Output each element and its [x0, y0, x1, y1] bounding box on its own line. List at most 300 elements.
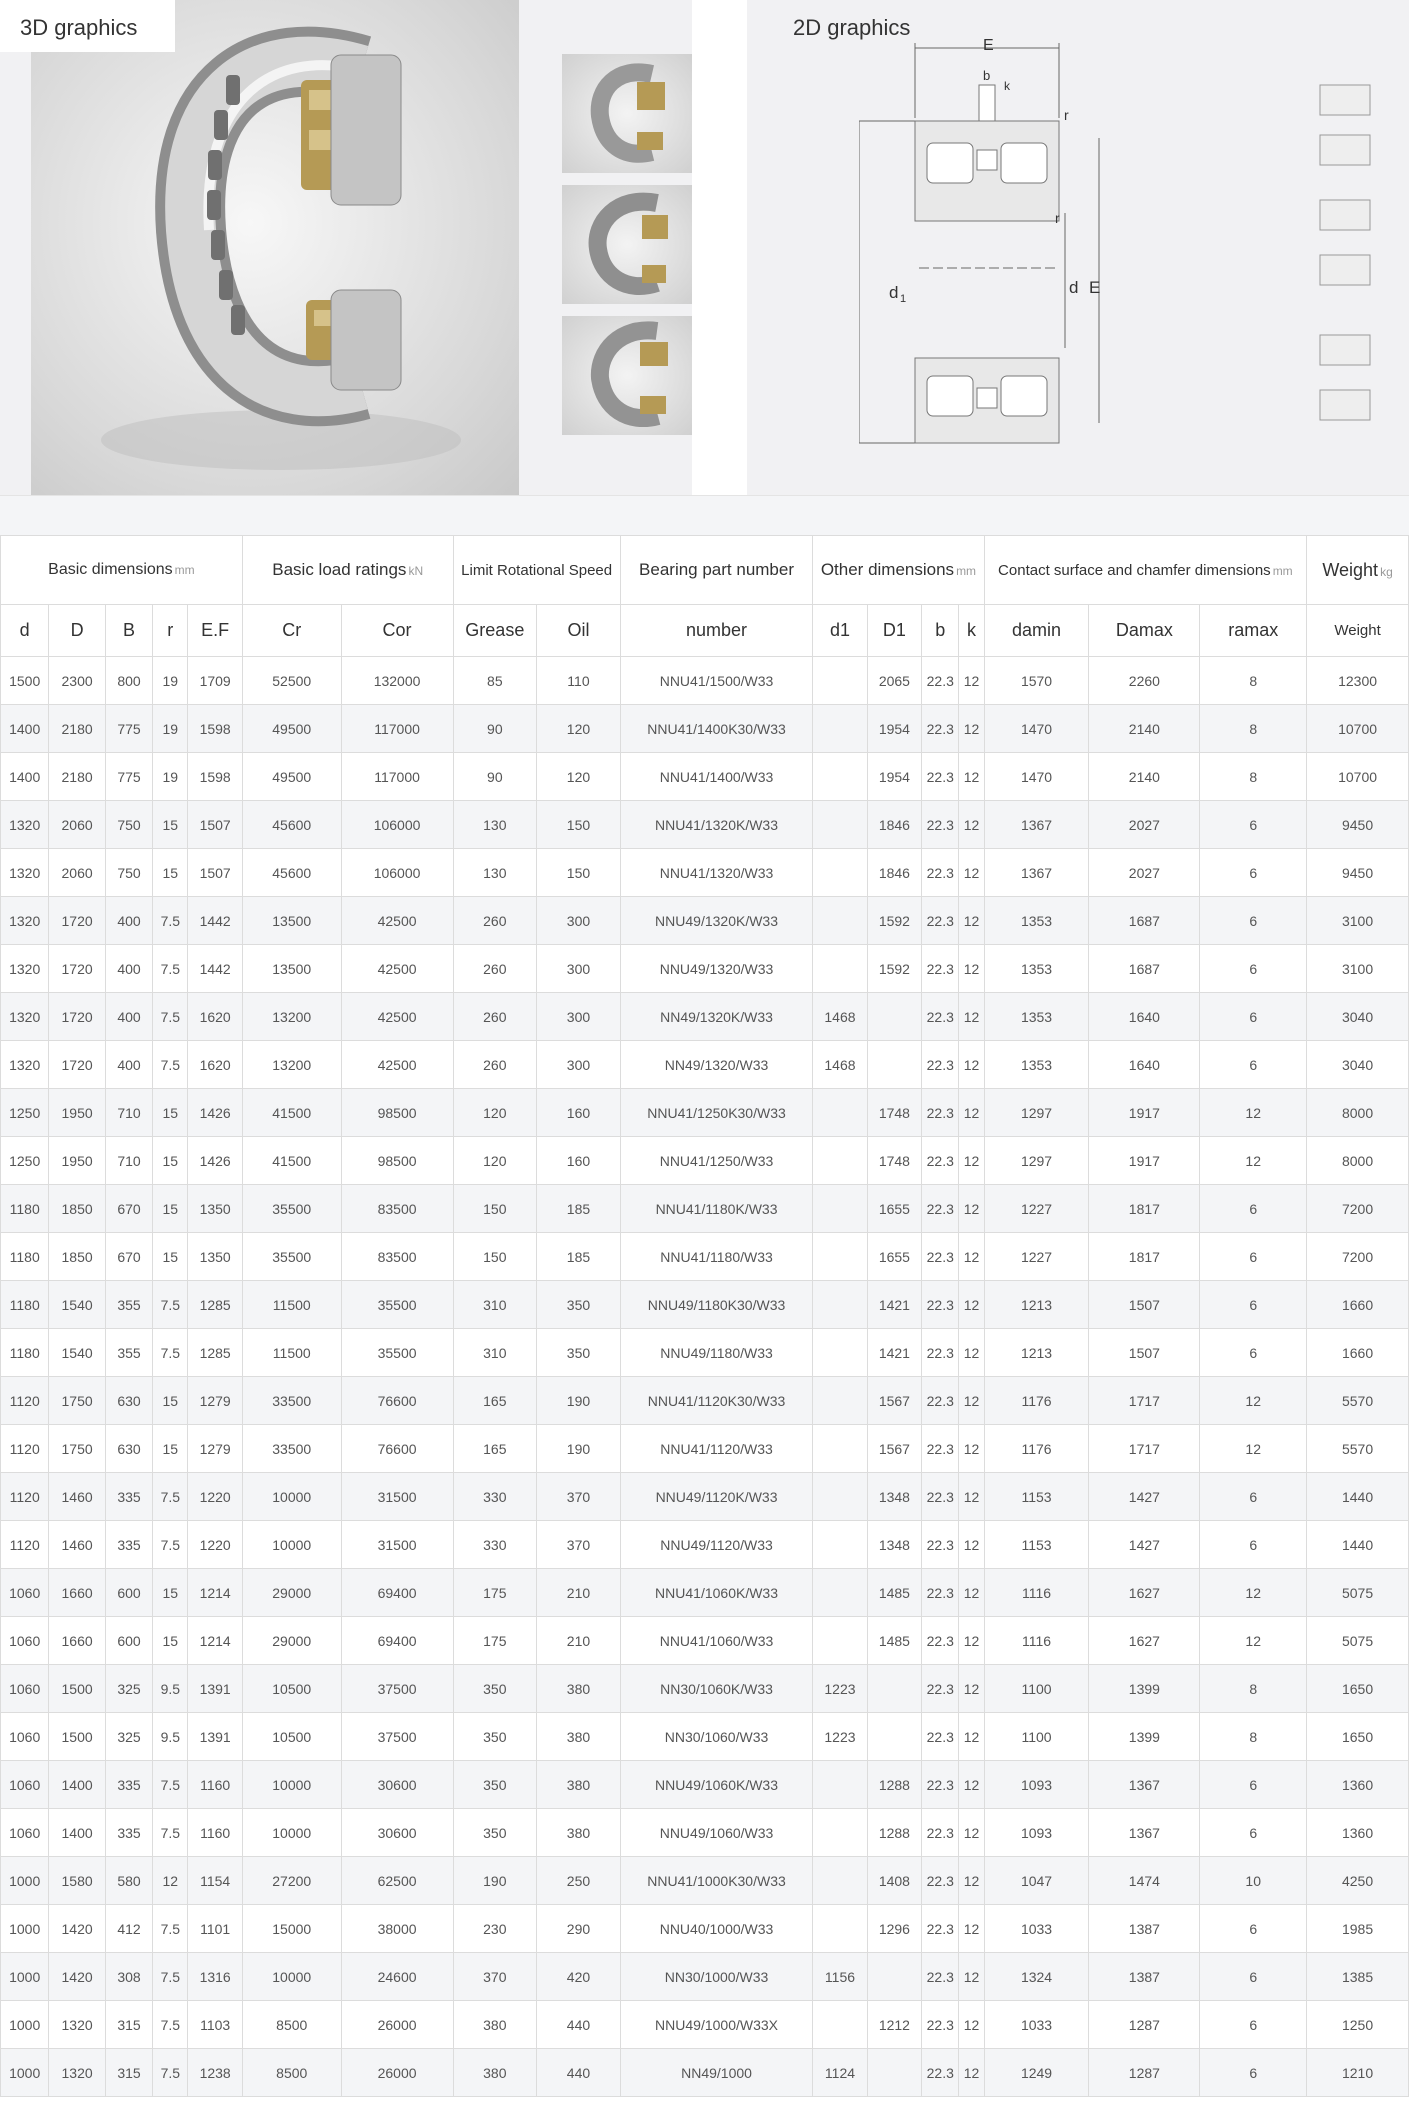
table-group-header-row — [1, 536, 1409, 605]
cell-d1 — [813, 849, 867, 897]
cell-ramax: 6 — [1200, 1281, 1307, 1329]
label-d: d — [1069, 278, 1079, 297]
cell-b: 580 — [105, 1857, 152, 1905]
cell-grease: 120 — [453, 1089, 537, 1137]
cell-grease: 165 — [453, 1377, 537, 1425]
cell-cor: 35500 — [341, 1281, 453, 1329]
table-row — [1, 1137, 1409, 1185]
cell-number: NNU41/1000K30/W33 — [620, 1857, 812, 1905]
cell-d: 1120 — [1, 1377, 49, 1425]
cell-grease: 380 — [453, 2049, 537, 2097]
cell-d: 1180 — [1, 1185, 49, 1233]
cell-b: 22.3 — [922, 753, 959, 801]
cell-d: 1400 — [49, 1809, 105, 1857]
cell-b: 710 — [105, 1137, 152, 1185]
cell-r: 7.5 — [153, 2049, 188, 2097]
cell-r: 7.5 — [153, 1905, 188, 1953]
cell-b: 630 — [105, 1377, 152, 1425]
cell-d1: 1296 — [867, 1905, 921, 1953]
cell-d: 1180 — [1, 1281, 49, 1329]
cell-e-f: 1316 — [188, 1953, 242, 2001]
cell-r: 15 — [153, 801, 188, 849]
cell-k: 12 — [959, 1713, 984, 1761]
cell-r: 7.5 — [153, 897, 188, 945]
cell-b: 400 — [105, 1041, 152, 1089]
cell-r: 7.5 — [153, 945, 188, 993]
cell-oil: 350 — [537, 1329, 621, 1377]
cell-d1 — [867, 993, 921, 1041]
column-header-e-f: E.F — [188, 605, 242, 657]
table-row — [1, 2049, 1409, 2097]
table-row — [1, 1713, 1409, 1761]
table-row — [1, 1377, 1409, 1425]
cell-b: 750 — [105, 849, 152, 897]
cell-oil: 380 — [537, 1761, 621, 1809]
cell-r: 7.5 — [153, 1473, 188, 1521]
cell-d1: 1485 — [867, 1569, 921, 1617]
cell-damax: 1287 — [1089, 2001, 1200, 2049]
label-b: b — [983, 68, 991, 83]
cell-d1: 2065 — [867, 657, 921, 705]
cell-cr: 10500 — [242, 1713, 341, 1761]
cell-damin: 1047 — [984, 1857, 1089, 1905]
cell-d: 1120 — [1, 1425, 49, 1473]
cell-e-f: 1507 — [188, 801, 242, 849]
cell-oil: 440 — [537, 2049, 621, 2097]
cell-d: 1060 — [1, 1713, 49, 1761]
cell-cr: 35500 — [242, 1185, 341, 1233]
cell-d: 2300 — [49, 657, 105, 705]
bearing-3d-thumbnail-3[interactable] — [562, 316, 692, 435]
cell-k: 12 — [959, 1905, 984, 1953]
cell-k: 12 — [959, 2001, 984, 2049]
cell-cr: 35500 — [242, 1233, 341, 1281]
cell-number: NNU41/1060K/W33 — [620, 1569, 812, 1617]
cell-oil: 380 — [537, 1665, 621, 1713]
cell-ramax: 6 — [1200, 897, 1307, 945]
group-contact-surface: Contact surface and chamfer dimensions mm — [984, 536, 1307, 605]
cell-k: 12 — [959, 1041, 984, 1089]
cell-ramax: 6 — [1200, 945, 1307, 993]
cell-d1 — [867, 2049, 921, 2097]
cell-ramax: 8 — [1200, 657, 1307, 705]
cell-cr: 49500 — [242, 705, 341, 753]
cell-grease: 350 — [453, 1761, 537, 1809]
cell-grease: 150 — [453, 1233, 537, 1281]
cell-k: 12 — [959, 753, 984, 801]
cell-weight: 10700 — [1307, 753, 1409, 801]
cell-b: 400 — [105, 945, 152, 993]
cell-damin: 1470 — [984, 753, 1089, 801]
cell-damax: 1817 — [1089, 1233, 1200, 1281]
cell-damax: 1627 — [1089, 1569, 1200, 1617]
drawing-thumbnail-2[interactable] — [1300, 180, 1388, 300]
cell-b: 22.3 — [922, 1665, 959, 1713]
cell-b: 355 — [105, 1329, 152, 1377]
bearing-3d-thumbnail-2[interactable] — [562, 185, 692, 304]
cell-damin: 1470 — [984, 705, 1089, 753]
cell-b: 22.3 — [922, 1473, 959, 1521]
cell-grease: 190 — [453, 1857, 537, 1905]
cell-e-f: 1350 — [188, 1233, 242, 1281]
table-row — [1, 849, 1409, 897]
cell-damin: 1249 — [984, 2049, 1089, 2097]
cell-d: 1320 — [49, 2001, 105, 2049]
cell-r: 15 — [153, 1233, 188, 1281]
cell-cor: 98500 — [341, 1137, 453, 1185]
cell-ramax: 8 — [1200, 753, 1307, 801]
cell-damax: 1427 — [1089, 1521, 1200, 1569]
cell-weight: 1650 — [1307, 1713, 1409, 1761]
cell-oil: 190 — [537, 1425, 621, 1473]
cell-d: 1180 — [1, 1329, 49, 1377]
cell-damax: 2027 — [1089, 801, 1200, 849]
table-row — [1, 1233, 1409, 1281]
cell-ramax: 12 — [1200, 1569, 1307, 1617]
cell-e-f: 1620 — [188, 1041, 242, 1089]
cell-cor: 30600 — [341, 1761, 453, 1809]
cell-number: NNU41/1180K/W33 — [620, 1185, 812, 1233]
cell-d1: 1567 — [867, 1425, 921, 1473]
cell-r: 7.5 — [153, 1761, 188, 1809]
cell-b: 400 — [105, 897, 152, 945]
cell-r: 9.5 — [153, 1713, 188, 1761]
cell-damax: 1717 — [1089, 1377, 1200, 1425]
cell-ramax: 12 — [1200, 1377, 1307, 1425]
cell-weight: 5570 — [1307, 1425, 1409, 1473]
graphics-3d-title: 3D graphics — [0, 0, 175, 52]
cell-ramax: 6 — [1200, 1905, 1307, 1953]
cell-d: 1180 — [1, 1233, 49, 1281]
cell-b: 22.3 — [922, 1521, 959, 1569]
cell-d1: 1288 — [867, 1809, 921, 1857]
cell-weight: 1660 — [1307, 1329, 1409, 1377]
cell-number: NNU49/1180/W33 — [620, 1329, 812, 1377]
table-row — [1, 1281, 1409, 1329]
cell-d1 — [867, 1041, 921, 1089]
cell-ramax: 12 — [1200, 1617, 1307, 1665]
cell-d1 — [867, 1665, 921, 1713]
cell-number: NNU40/1000/W33 — [620, 1905, 812, 1953]
cell-number: NNU49/1000/W33X — [620, 2001, 812, 2049]
cell-e-f: 1220 — [188, 1521, 242, 1569]
cell-cor: 35500 — [341, 1329, 453, 1377]
column-header-d1: D1 — [867, 605, 921, 657]
cell-damax: 1917 — [1089, 1089, 1200, 1137]
cell-b: 22.3 — [922, 1329, 959, 1377]
cell-d1 — [813, 753, 867, 801]
cell-cor: 26000 — [341, 2049, 453, 2097]
cell-b: 22.3 — [922, 705, 959, 753]
cell-d1: 1212 — [867, 2001, 921, 2049]
cell-d1 — [813, 1521, 867, 1569]
cell-cor: 30600 — [341, 1809, 453, 1857]
cell-grease: 370 — [453, 1953, 537, 2001]
cell-number: NNU41/1500/W33 — [620, 657, 812, 705]
cell-d: 1060 — [1, 1665, 49, 1713]
cell-cr: 13500 — [242, 897, 341, 945]
cell-cor: 31500 — [341, 1521, 453, 1569]
cell-e-f: 1238 — [188, 2049, 242, 2097]
cell-d1: 1156 — [813, 1953, 867, 2001]
cell-b: 600 — [105, 1569, 152, 1617]
cell-e-f: 1154 — [188, 1857, 242, 1905]
table-row — [1, 1617, 1409, 1665]
cell-r: 15 — [153, 1617, 188, 1665]
cell-r: 7.5 — [153, 1329, 188, 1377]
cell-d1 — [813, 1761, 867, 1809]
cell-cr: 27200 — [242, 1857, 341, 1905]
cell-cor: 83500 — [341, 1233, 453, 1281]
cell-ramax: 8 — [1200, 1713, 1307, 1761]
cell-d1: 1288 — [867, 1761, 921, 1809]
table-row — [1, 1761, 1409, 1809]
cell-b: 22.3 — [922, 1617, 959, 1665]
cell-b: 22.3 — [922, 1857, 959, 1905]
cell-weight: 10700 — [1307, 705, 1409, 753]
cell-damin: 1176 — [984, 1425, 1089, 1473]
column-header-cr: Cr — [242, 605, 341, 657]
cell-grease: 310 — [453, 1281, 537, 1329]
column-header-d: d — [1, 605, 49, 657]
cell-cr: 8500 — [242, 2049, 341, 2097]
table-row — [1, 1185, 1409, 1233]
cell-cor: 76600 — [341, 1425, 453, 1473]
cell-grease: 330 — [453, 1521, 537, 1569]
cell-number: NN30/1000/W33 — [620, 1953, 812, 2001]
cell-cor: 117000 — [341, 705, 453, 753]
cell-cor: 24600 — [341, 1953, 453, 2001]
cell-cor: 37500 — [341, 1713, 453, 1761]
cell-d: 1460 — [49, 1521, 105, 1569]
label-E: E — [983, 38, 994, 54]
graphics-section — [0, 0, 1409, 495]
cell-r: 15 — [153, 849, 188, 897]
cell-weight: 3040 — [1307, 993, 1409, 1041]
cell-d1: 1408 — [867, 1857, 921, 1905]
cell-d: 1420 — [49, 1905, 105, 1953]
cell-oil: 110 — [537, 657, 621, 705]
cell-d: 2060 — [49, 801, 105, 849]
cell-d1: 1954 — [867, 705, 921, 753]
cell-d: 1660 — [49, 1617, 105, 1665]
cell-r: 7.5 — [153, 2001, 188, 2049]
cell-e-f: 1160 — [188, 1761, 242, 1809]
cell-b: 22.3 — [922, 945, 959, 993]
cell-weight: 7200 — [1307, 1233, 1409, 1281]
cell-k: 12 — [959, 1377, 984, 1425]
column-header-r: r — [153, 605, 188, 657]
cell-d1: 1348 — [867, 1473, 921, 1521]
cell-d1 — [813, 1809, 867, 1857]
bearing-2d-technical-drawing[interactable] — [859, 38, 1179, 468]
cell-number: NNU49/1180K30/W33 — [620, 1281, 812, 1329]
cell-d1 — [813, 1425, 867, 1473]
cell-b: 22.3 — [922, 897, 959, 945]
cell-b: 22.3 — [922, 1089, 959, 1137]
cell-d: 2060 — [49, 849, 105, 897]
cell-d: 1320 — [1, 993, 49, 1041]
cell-d1: 1223 — [813, 1665, 867, 1713]
cell-damax: 1399 — [1089, 1665, 1200, 1713]
cell-k: 12 — [959, 1761, 984, 1809]
cell-number: NNU41/1120/W33 — [620, 1425, 812, 1473]
cell-number: NN30/1060K/W33 — [620, 1665, 812, 1713]
column-header-oil: Oil — [537, 605, 621, 657]
cell-cr: 33500 — [242, 1377, 341, 1425]
cell-d: 1540 — [49, 1281, 105, 1329]
cell-d1: 1954 — [867, 753, 921, 801]
cell-oil: 300 — [537, 897, 621, 945]
cell-weight: 4250 — [1307, 1857, 1409, 1905]
cell-grease: 130 — [453, 801, 537, 849]
cell-b: 22.3 — [922, 801, 959, 849]
cell-damax: 1627 — [1089, 1617, 1200, 1665]
cell-b: 22.3 — [922, 1809, 959, 1857]
column-header-k: k — [959, 605, 984, 657]
cell-d: 1500 — [1, 657, 49, 705]
cell-b: 315 — [105, 2049, 152, 2097]
cell-grease: 230 — [453, 1905, 537, 1953]
cell-weight: 1440 — [1307, 1521, 1409, 1569]
bearing-3d-thumbnail-1[interactable] — [562, 54, 692, 173]
cell-grease: 90 — [453, 753, 537, 801]
cell-damin: 1324 — [984, 1953, 1089, 2001]
cell-r: 19 — [153, 657, 188, 705]
cell-d: 1320 — [1, 945, 49, 993]
table-row — [1, 1521, 1409, 1569]
cell-k: 12 — [959, 1569, 984, 1617]
cell-cr: 10000 — [242, 1473, 341, 1521]
cell-oil: 370 — [537, 1521, 621, 1569]
cell-damax: 1687 — [1089, 945, 1200, 993]
cell-ramax: 6 — [1200, 849, 1307, 897]
cell-weight: 3040 — [1307, 1041, 1409, 1089]
cell-d: 1950 — [49, 1137, 105, 1185]
label-r-inner: r — [1055, 210, 1060, 226]
cell-b: 22.3 — [922, 1905, 959, 1953]
bearing-3d-main-image[interactable] — [31, 0, 519, 495]
cell-damin: 1353 — [984, 897, 1089, 945]
cell-grease: 85 — [453, 657, 537, 705]
cell-weight: 1360 — [1307, 1761, 1409, 1809]
cell-b: 412 — [105, 1905, 152, 1953]
group-weight: Weight kg — [1307, 536, 1409, 605]
cell-ramax: 12 — [1200, 1425, 1307, 1473]
cell-cor: 42500 — [341, 993, 453, 1041]
cell-ramax: 6 — [1200, 1809, 1307, 1857]
cell-oil: 380 — [537, 1809, 621, 1857]
cell-cr: 13200 — [242, 993, 341, 1041]
cell-b: 22.3 — [922, 1761, 959, 1809]
drawing-thumbnail-3[interactable] — [1300, 315, 1388, 435]
cell-oil: 210 — [537, 1569, 621, 1617]
cell-d: 1120 — [1, 1473, 49, 1521]
cell-d1: 1846 — [867, 801, 921, 849]
cell-damax: 1387 — [1089, 1905, 1200, 1953]
table-row — [1, 801, 1409, 849]
cell-d1: 1421 — [867, 1329, 921, 1377]
cell-d: 2180 — [49, 753, 105, 801]
cell-b: 22.3 — [922, 2001, 959, 2049]
cell-damax: 1640 — [1089, 993, 1200, 1041]
cell-weight: 9450 — [1307, 849, 1409, 897]
cell-oil: 185 — [537, 1233, 621, 1281]
cell-oil: 300 — [537, 993, 621, 1041]
cell-number: NN49/1320/W33 — [620, 1041, 812, 1089]
cell-damin: 1100 — [984, 1665, 1089, 1713]
cell-oil: 370 — [537, 1473, 621, 1521]
drawing-thumbnail-1[interactable] — [1300, 55, 1388, 175]
cell-d1 — [867, 1713, 921, 1761]
cell-k: 12 — [959, 705, 984, 753]
cell-r: 19 — [153, 753, 188, 801]
cell-b: 670 — [105, 1185, 152, 1233]
cell-number: NNU41/1320K/W33 — [620, 801, 812, 849]
cell-r: 7.5 — [153, 1809, 188, 1857]
column-header-grease: Grease — [453, 605, 537, 657]
cell-cr: 10500 — [242, 1665, 341, 1713]
cell-d: 1320 — [49, 2049, 105, 2097]
cell-b: 775 — [105, 753, 152, 801]
label-d1-subscript: 1 — [900, 293, 907, 305]
cell-ramax: 6 — [1200, 993, 1307, 1041]
cell-weight: 1660 — [1307, 1281, 1409, 1329]
cell-d1: 1124 — [813, 2049, 867, 2097]
cell-ramax: 6 — [1200, 1041, 1307, 1089]
cell-damin: 1367 — [984, 801, 1089, 849]
cell-grease: 310 — [453, 1329, 537, 1377]
group-other-dimensions: Other dimensions mm — [813, 536, 984, 605]
cell-weight: 5075 — [1307, 1617, 1409, 1665]
cell-cr: 41500 — [242, 1137, 341, 1185]
cell-grease: 350 — [453, 1713, 537, 1761]
cell-grease: 130 — [453, 849, 537, 897]
cell-k: 12 — [959, 1233, 984, 1281]
cell-b: 710 — [105, 1089, 152, 1137]
cell-damax: 2260 — [1089, 657, 1200, 705]
cell-d: 1850 — [49, 1185, 105, 1233]
cell-k: 12 — [959, 1137, 984, 1185]
label-E-right: E — [1089, 278, 1101, 297]
cell-k: 12 — [959, 1665, 984, 1713]
cell-e-f: 1103 — [188, 2001, 242, 2049]
cell-oil: 290 — [537, 1905, 621, 1953]
cell-number: NNU41/1400/W33 — [620, 753, 812, 801]
cell-d1 — [867, 1953, 921, 2001]
column-header-b: B — [105, 605, 152, 657]
cell-oil: 185 — [537, 1185, 621, 1233]
cell-oil: 150 — [537, 801, 621, 849]
cell-cr: 45600 — [242, 801, 341, 849]
cell-ramax: 6 — [1200, 1521, 1307, 1569]
cell-damax: 1474 — [1089, 1857, 1200, 1905]
cell-grease: 260 — [453, 945, 537, 993]
column-header-damax: Damax — [1089, 605, 1200, 657]
cell-d: 1060 — [1, 1809, 49, 1857]
table-row — [1, 1905, 1409, 1953]
table-row — [1, 1473, 1409, 1521]
cell-weight: 8000 — [1307, 1089, 1409, 1137]
cell-b: 22.3 — [922, 2049, 959, 2097]
cell-e-f: 1426 — [188, 1137, 242, 1185]
cell-b: 355 — [105, 1281, 152, 1329]
cell-d: 1250 — [1, 1089, 49, 1137]
cell-weight: 3100 — [1307, 945, 1409, 993]
cell-b: 670 — [105, 1233, 152, 1281]
section-divider — [0, 495, 1409, 535]
cell-d: 1720 — [49, 993, 105, 1041]
